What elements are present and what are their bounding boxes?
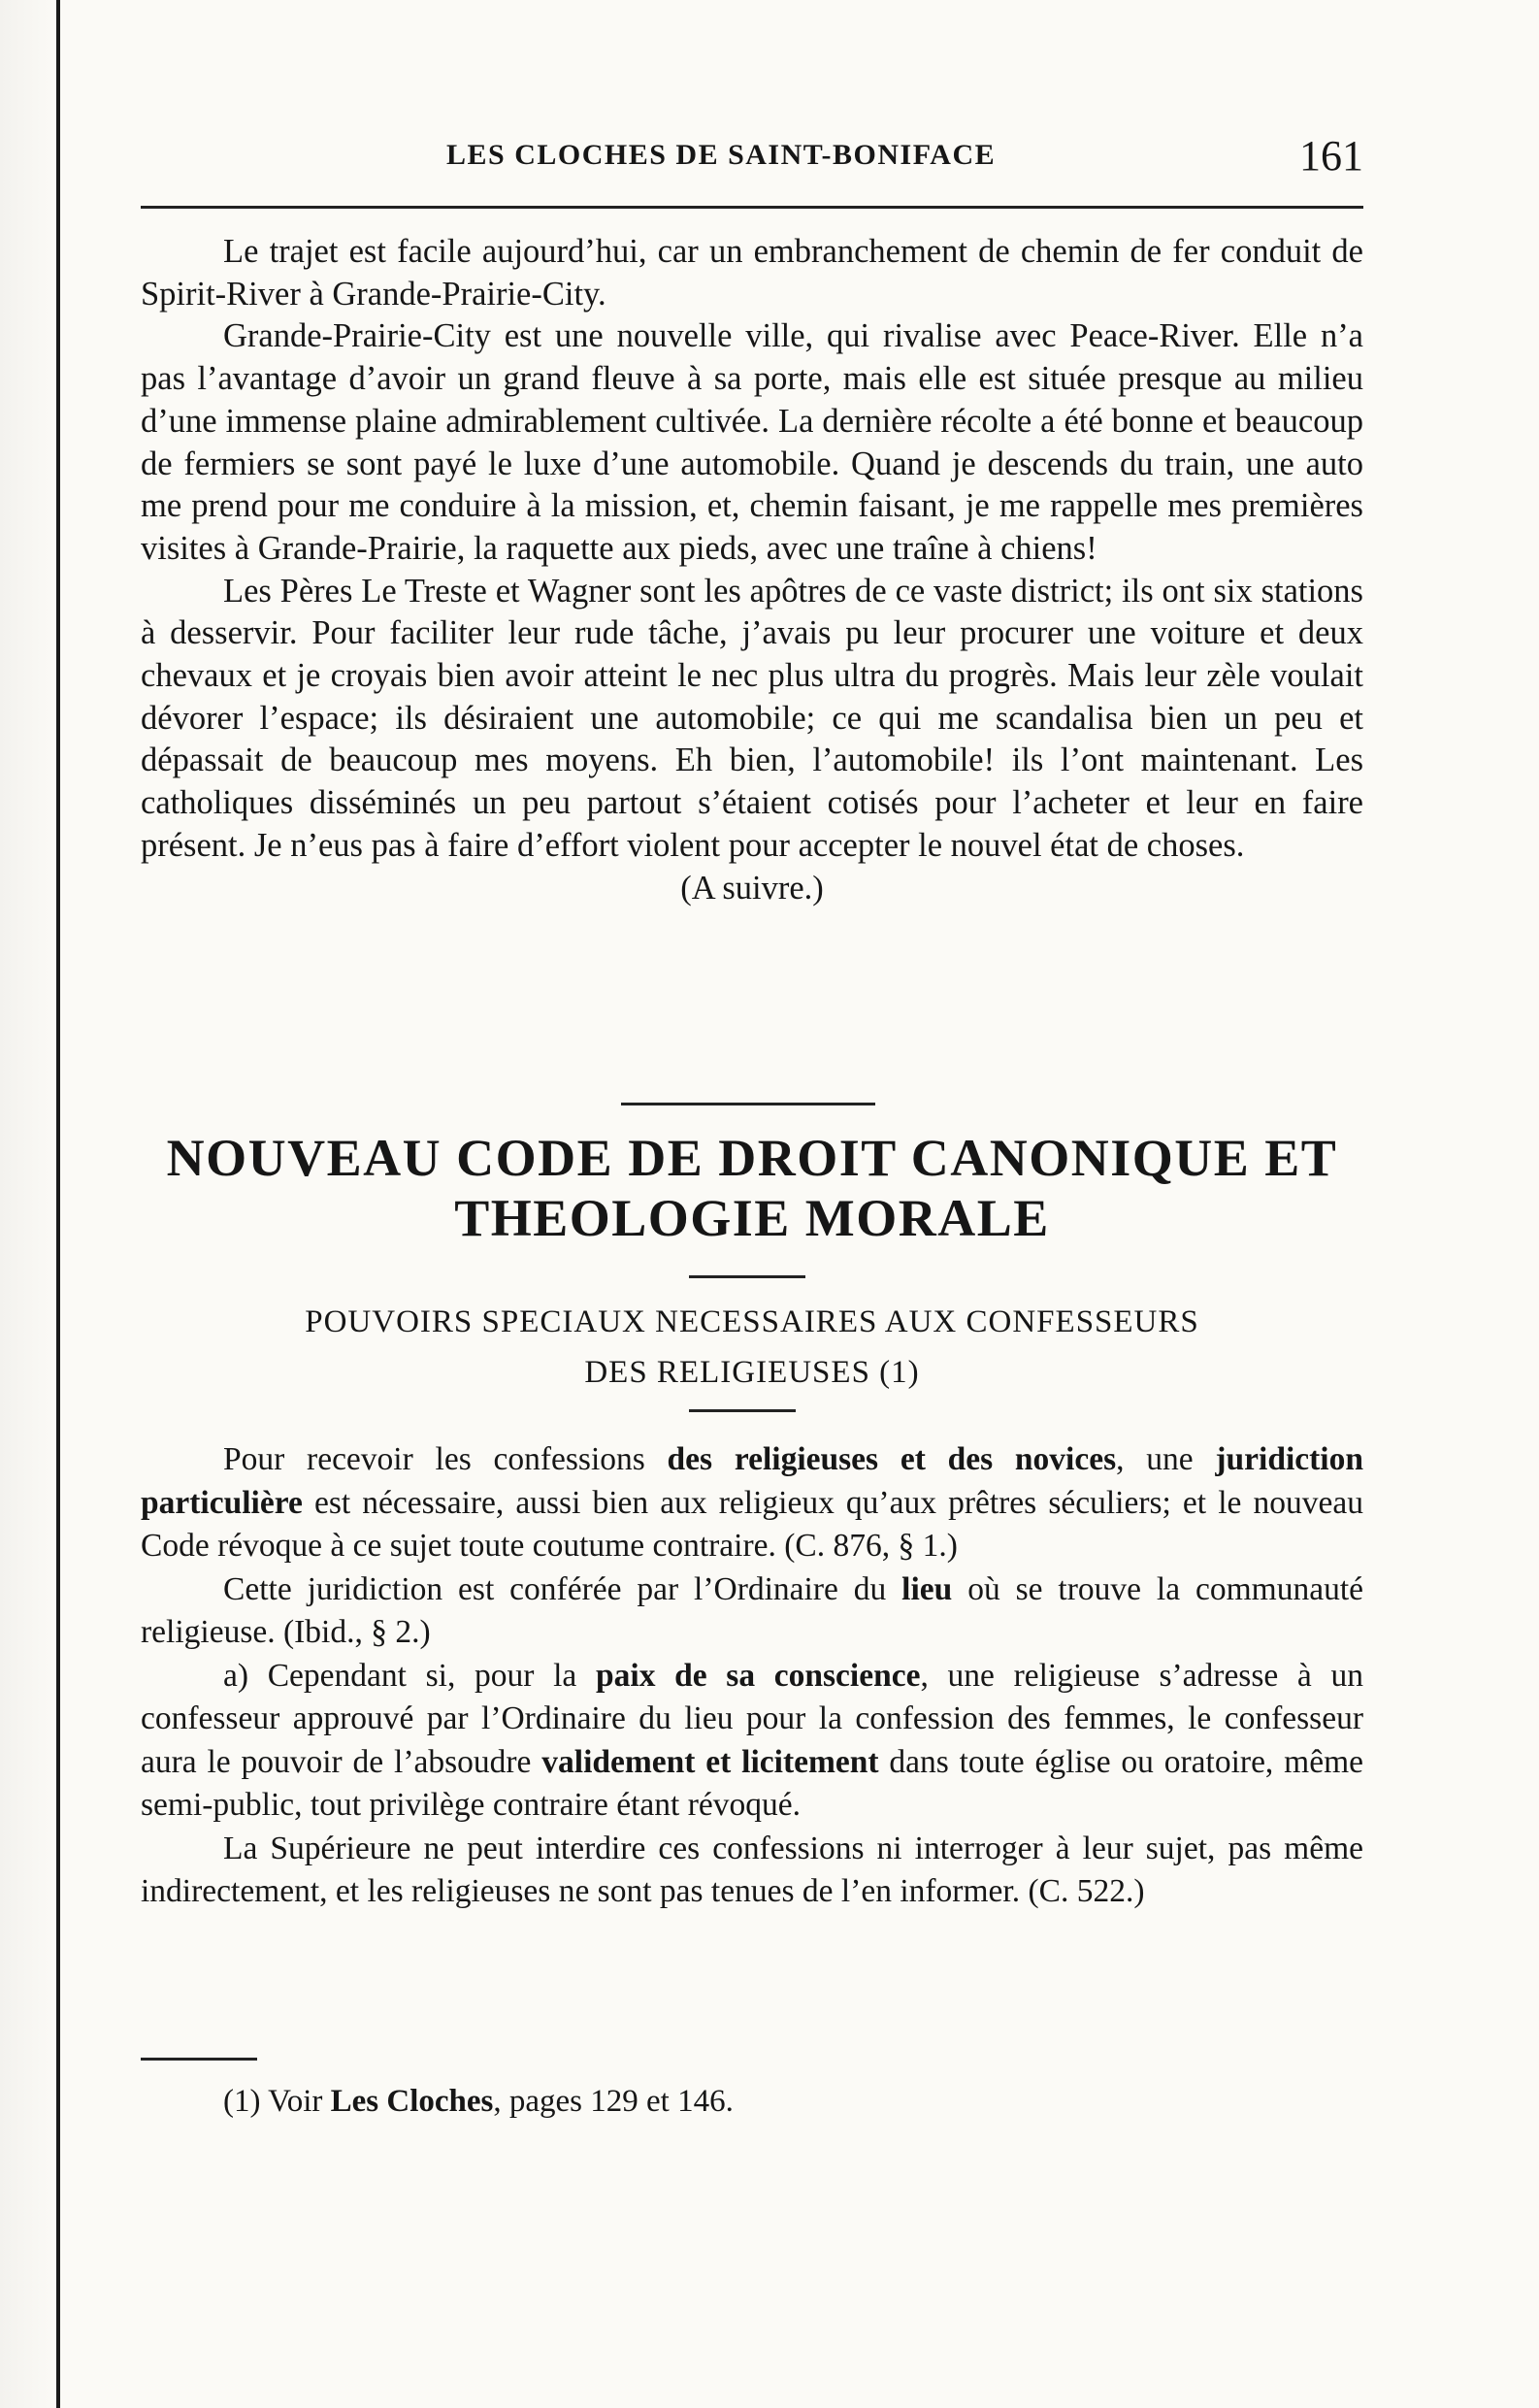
emphasis: validement et licitement xyxy=(541,1743,879,1780)
emphasis: des religieuses et des novices xyxy=(667,1441,1117,1477)
footnote xyxy=(223,2082,734,2121)
text-run: Pour recevoir les confessions xyxy=(223,1441,668,1477)
paragraph xyxy=(141,1655,1363,1828)
text-run: dans toute église ou oratoire, même semi-public, tout privilège contraire étant révoqué. xyxy=(141,1743,1364,1823)
text-run: , une religieuse s’adresse à un confesseur approuvé par l’Ordinaire du lieu pour la confession des femmes, le confesseur aura le pouvoir de l’absoudre xyxy=(141,1657,1363,1780)
subtitle-rule xyxy=(689,1409,796,1412)
paragraph: Grande-Prairie-City est une nouvelle ville, qui rivalise avec Peace-River. Elle n’a pas l’avantage d’avoir un grand fleuve à sa porte, mais elle est située presque au milieu d’une immense plaine admirablement cultivée. La dernière récolte a été bonne et beaucoup de fermiers se sont payé le luxe d’une automobile. Quand je descends du train, une auto me prend pour me conduire à la mission, et, chemin faisant, je me rappelle mes premières visites à Grande-Prairie, la raquette aux pieds, avec une traîne à chiens! xyxy=(141,317,1363,567)
title-rule xyxy=(689,1275,805,1278)
page-binding-edge xyxy=(56,0,60,2408)
section-title-line: NOUVEAU CODE DE DROIT CANONIQUE ET xyxy=(166,1129,1338,1187)
text-run: est nécessaire, aussi bien aux religieux qu’aux prêtres séculiers; et le nouveau Code révoque à ce sujet toute coutume contraire. (C. 876, § 1.) xyxy=(141,1484,1363,1564)
paragraph: Les Pères Le Treste et Wagner sont les apôtres de ce vaste district; ils ont six stations à desservir. Pour faciliter leur rude tâche, j’avais pu leur procurer une voiture et deux chevaux et je croyais bien avoir atteint le nec plus ultra du progrès. Mais leur zèle voulait dévorer l’espace; ils désiraient une automobile; ce qui me scandalisa bien un peu et dépassait de beaucoup mes moyens. Eh bien, l’automobile! ils l’ont maintenant. Les catholiques disséminés un peu partout s’étaient cotisés pour l’acheter et leur en faire présent. Je n’eus pas à faire d’effort violent pour accepter le nouvel état de choses. xyxy=(141,572,1363,864)
running-head-title: LES CLOCHES DE SAINT-BONIFACE xyxy=(446,139,997,171)
running-head xyxy=(141,131,1363,189)
section-subtitle xyxy=(141,1297,1363,1398)
text-run: , pages 129 et 146. xyxy=(493,2084,734,2119)
paragraph xyxy=(141,1568,1363,1655)
section-divider-rule xyxy=(621,1103,875,1105)
header-rule xyxy=(141,206,1363,209)
paragraph xyxy=(141,1438,1363,1568)
section-title-line: THEOLOGIE MORALE xyxy=(454,1189,1050,1247)
to-be-continued: (A suivre.) xyxy=(680,869,824,907)
page-number: 161 xyxy=(1299,132,1363,180)
emphasis: lieu xyxy=(901,1570,953,1607)
section-body xyxy=(141,1438,1363,1914)
text-run: a) Cependant si, pour la xyxy=(223,1657,596,1694)
paragraph: La Supérieure ne peut interdire ces confessions ni interroger à leur sujet, pas même indirectement, et les religieuses ne sont pas tenues de l’en informer. (C. 522.) xyxy=(141,1830,1363,1909)
text-run: (1) Voir xyxy=(223,2084,331,2119)
text-run: Cette juridiction est conférée par l’Ordinaire du xyxy=(223,1570,902,1607)
subtitle-line: POUVOIRS SPECIAUX NECESSAIRES AUX CONFESSEURS xyxy=(305,1304,1199,1339)
text-run: où se trouve la communauté religieuse. (Ibid., § 2.) xyxy=(141,1570,1363,1650)
text-run: , une xyxy=(1116,1441,1216,1477)
paragraph: Le trajet est facile aujourd’hui, car un embranchement de chemin de fer conduit de Spirit-River à Grande-Prairie-City. xyxy=(141,233,1363,313)
emphasis: Les Cloches xyxy=(330,2084,494,2119)
emphasis: paix de sa conscience xyxy=(596,1657,921,1694)
article-continuation xyxy=(141,231,1363,909)
section-title xyxy=(141,1128,1363,1248)
page-binding-shadow xyxy=(0,0,56,2408)
footnote-rule xyxy=(141,2058,257,2061)
subtitle-line: DES RELIGIEUSES (1) xyxy=(584,1355,920,1390)
emphasis: juridiction particulière xyxy=(141,1441,1363,1521)
